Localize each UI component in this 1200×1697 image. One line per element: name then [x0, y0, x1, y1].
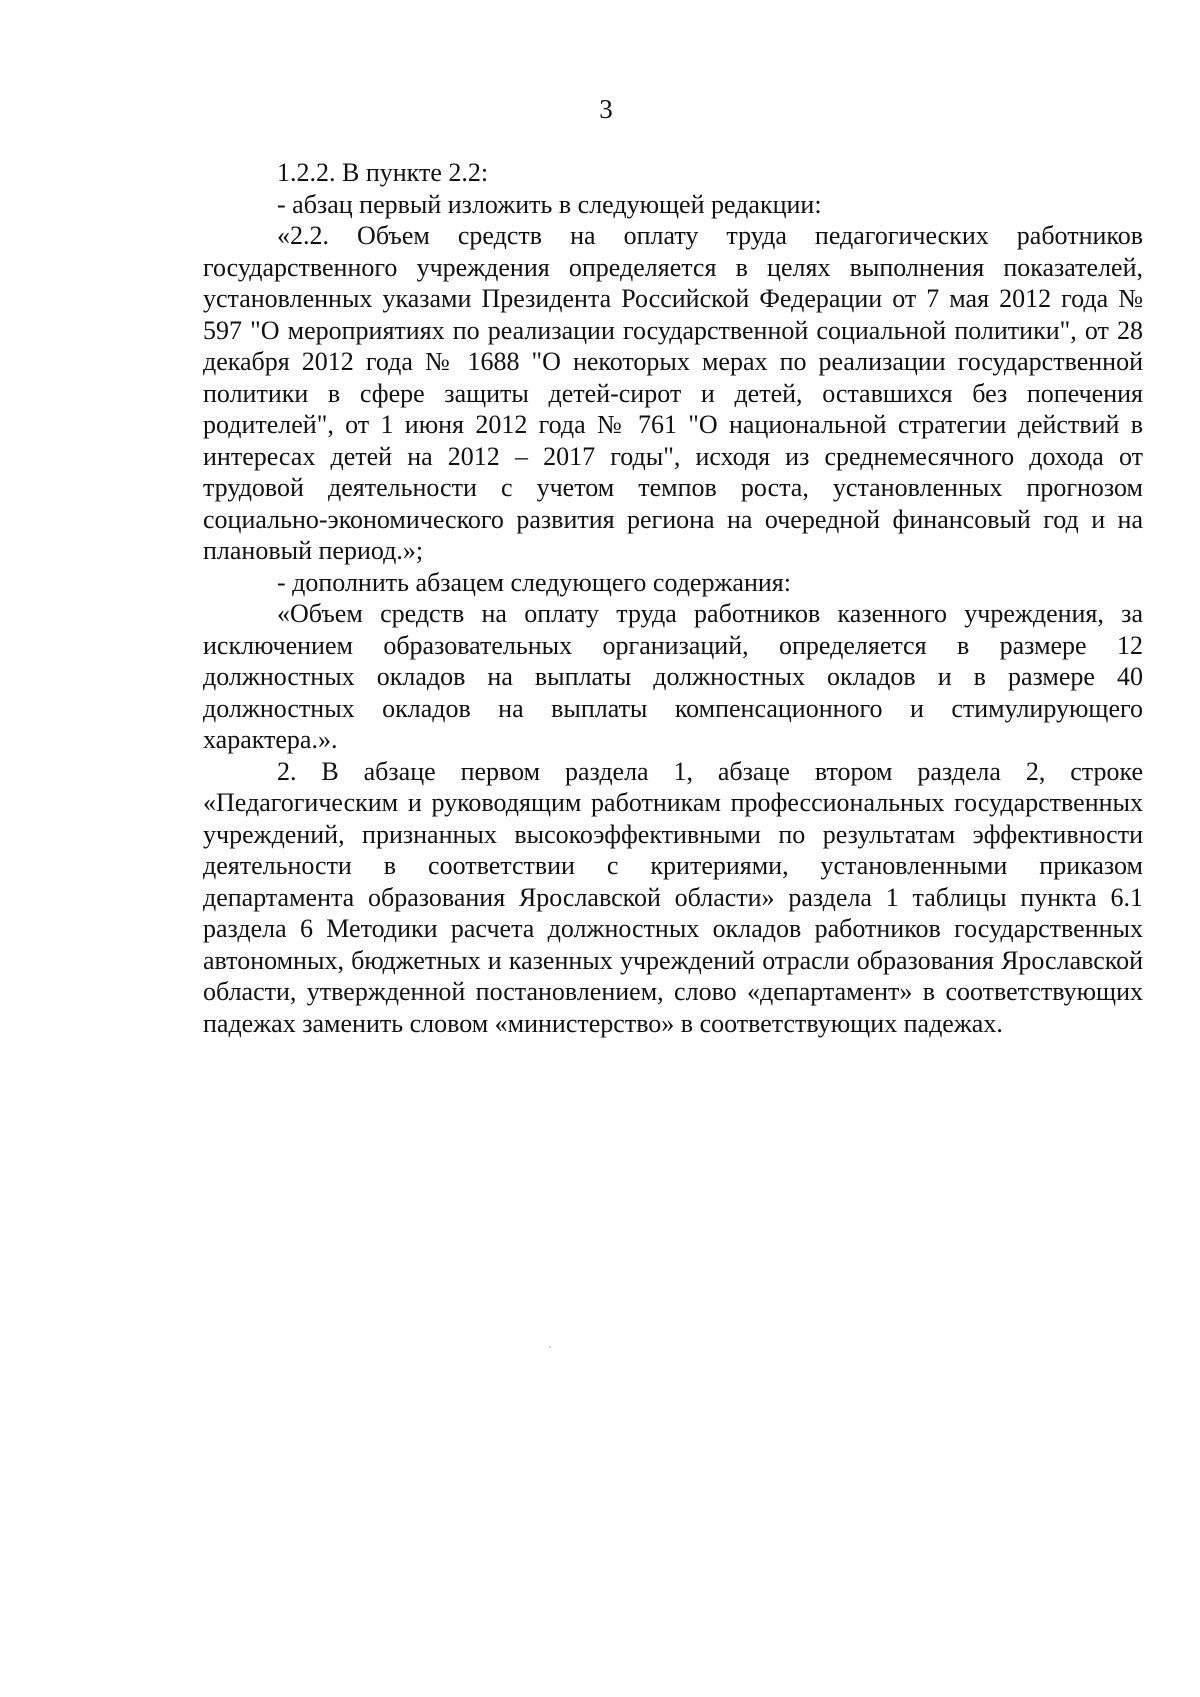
paragraph-amend-first-abzac: - абзац первый изложить в следующей редакции:: [277, 189, 822, 219]
page-number: 3: [599, 94, 613, 124]
paragraph-quoted-2-2: «2.2. Объем средств на оплату труда педагогических работников государственного учреждения определяется в целях выполнения показателей, установленных указами Президента Российской Федерации от 7 мая 2012 года № 597 "О мероприятиях по реализации государственной социальной политики", от 28 декабря 2012 года № 1688 "О некоторых мерах по реализации государственной политики в сфере защиты детей-сирот и детей, оставшихся без попечения родителей", от 1 июня 2012 года № 761 "О национальной стратегии действий в интересах детей на 2012 – 2017 годы", исходя из среднемесячного дохода от трудовой деятельности с учетом темпов роста, установленных прогнозом социально-экономического развития региона на очередной финансовый год и на плановый период.»;: [203, 221, 1143, 565]
paragraph-add-abzac: - дополнить абзацем следующего содержания:: [277, 567, 791, 597]
paragraph-item-2: 2. В абзаце первом раздела 1, абзаце втором раздела 2, строке «Педагогическим и руководящим работникам профессиональных государственных учреждений, признанных высокоэффективными по результатам эффективности деятельности в соответствии с критериями, установленными приказом департамента образования Ярославской области» раздела 1 таблицы пункта 6.1 раздела 6 Методики расчета должностных окладов работников государственных автономных, бюджетных и казенных учреждений отрасли образования Ярославской области, утвержденной постановлением, слово «департамент» в соответствующих падежах заменить словом «министерство» в соответствующих падежах.: [203, 756, 1143, 1038]
scan-artifact-dot: [549, 1346, 551, 1348]
document-body: [203, 157, 1143, 1039]
paragraph-quoted-kazennoe: «Объем средств на оплату труда работников казенного учреждения, за исключением образовательных организаций, определяется в размере 12 должностных окладов на выплаты должностных окладов и в размере 40 должностных окладов на выплаты компенсационного и стимулирующего характера.».: [203, 599, 1143, 754]
paragraph-item-1-2-2-heading: 1.2.2. В пункте 2.2:: [277, 158, 489, 187]
